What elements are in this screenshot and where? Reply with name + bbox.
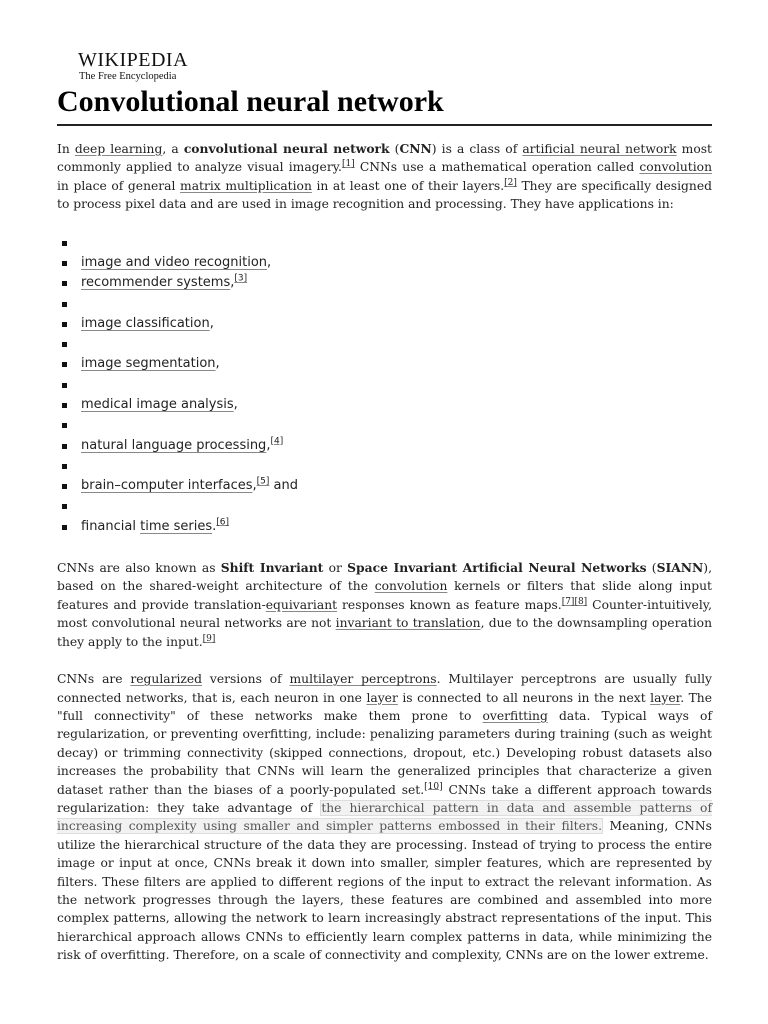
- bullet-marker: [62, 525, 67, 530]
- bullet-marker: [62, 261, 67, 266]
- link-deep-learning[interactable]: deep learning: [74, 142, 163, 156]
- siann-paragraph: CNNs are also known as Shift Invariant or Space Invariant Artificial Neural Networks (SIANN), based on the shared-weight architecture of the convolution kernels or filters that slide along input features and provide translation-equivariant responses known as feature maps.[7][8] Counter-intuitively, most convolutional neural networks are not invariant to translation, due to the downsampling operation they apply to the input.[9]: [57, 560, 712, 649]
- list-item: image classification,: [57, 314, 712, 334]
- logo-wordmark: WIKIPEDIA: [78, 49, 189, 71]
- bold-term: Shift Invariant: [220, 560, 324, 576]
- link-overfitting[interactable]: overfitting: [482, 708, 548, 723]
- list-item: [57, 415, 712, 435]
- list-item: brain–computer interfaces,[5] and: [57, 476, 712, 496]
- bold-term: Space Invariant Artificial Neural Networks: [347, 560, 647, 576]
- list-item: financial time series.[6]: [57, 517, 712, 537]
- citation-2[interactable]: [2]: [504, 177, 517, 188]
- link-brain-computer-interfaces[interactable]: brain–computer interfaces: [81, 478, 253, 494]
- citation-7[interactable]: [7]: [561, 596, 575, 607]
- citation-10[interactable]: [10]: [424, 781, 443, 792]
- bullet-marker: [62, 484, 67, 489]
- link-image-classification[interactable]: image classification: [81, 315, 210, 331]
- wikipedia-logo[interactable]: [78, 49, 188, 83]
- link-matrix-multiplication[interactable]: matrix multiplication: [180, 178, 312, 193]
- link-recommender-systems[interactable]: recommender systems: [81, 275, 231, 291]
- list-item: [57, 496, 712, 516]
- link-time-series[interactable]: time series: [140, 518, 213, 534]
- highlighted-quote: the hierarchical pattern in data and assemble patterns of increasing complexity using smaller and simpler patterns embossed in their filters.: [57, 800, 712, 834]
- list-item: image and video recognition,: [57, 253, 712, 273]
- link-invariant-to-translation[interactable]: invariant to translation: [335, 616, 481, 631]
- logo-tagline: The Free Encyclopedia: [79, 71, 177, 82]
- list-item: image segmentation,: [57, 354, 712, 374]
- citation-1[interactable]: [1]: [341, 159, 355, 170]
- citation-5[interactable]: [5]: [256, 476, 270, 487]
- list-item: recommender systems,[3]: [57, 273, 712, 293]
- list-item: [57, 456, 712, 476]
- page-title: Convolutional neural network: [57, 85, 444, 118]
- list-item: [57, 294, 712, 314]
- bullet-marker: [62, 362, 67, 367]
- bold-term: SIANN: [656, 560, 704, 576]
- link-image-segmentation[interactable]: image segmentation: [81, 356, 216, 372]
- citation-3[interactable]: [3]: [234, 273, 248, 284]
- list-item: natural language processing,[4]: [57, 436, 712, 456]
- bullet-marker: [62, 504, 67, 509]
- applications-list: [57, 233, 712, 537]
- link-regularized[interactable]: regularized: [130, 672, 203, 687]
- link-layer[interactable]: layer: [366, 690, 398, 705]
- bullet-marker: [62, 444, 67, 449]
- link-multilayer-perceptrons[interactable]: multilayer perceptrons: [289, 672, 437, 687]
- link-artificial-neural-network[interactable]: artificial neural network: [522, 142, 677, 156]
- citation-6[interactable]: [6]: [216, 517, 230, 528]
- bullet-marker: [62, 423, 67, 428]
- link-convolution[interactable]: convolution: [374, 579, 448, 594]
- link-convolution[interactable]: convolution: [639, 160, 713, 175]
- bullet-marker: [62, 383, 67, 388]
- bullet-marker: [62, 241, 67, 246]
- list-item: [57, 334, 712, 354]
- citation-8[interactable]: [8]: [574, 596, 588, 607]
- list-item: [57, 233, 712, 253]
- list-item: medical image analysis,: [57, 395, 712, 415]
- link-medical-image-analysis[interactable]: medical image analysis: [81, 397, 234, 412]
- regularization-paragraph: CNNs are regularized versions of multilayer perceptrons. Multilayer perceptrons are usually fully connected networks, that is, each neuron in one layer is connected to all neurons in the next layer. The "full connectivity" of these networks make them prone to overfitting data. Typical ways of regularization, or preventing overfitting, include: penalizing parameters during training (such as weight decay) or trimming connectivity (skipped connections, dropout, etc.) Developing robust datasets also increases the probability that CNNs will learn the generalized principles that characterize a given dataset rather than the biases of a poorly-populated set.[10] CNNs take a different approach towards regularization: they take advantage of the hierarchical pattern in data and assemble patterns of increasing complexity using smaller and simpler patterns embossed in their filters. Meaning, CNNs utilize the hierarchical structure of the data they are processing. Instead of trying to process the entire image or input at once, CNNs break it down into smaller, simpler features, which are represented by filters. These filters are applied to different regions of the input to extract the relevant information. As the network progresses through the layers, these features are combined and assembled into more complex patterns, allowing the network to learn increasingly abstract representations of the input. This hierarchical approach allows CNNs to efficiently learn complex patterns in data, while minimizing the risk of overfitting. Therefore, on a scale of connectivity and complexity, CNNs are on the lower extreme.: [57, 672, 712, 963]
- link-layer[interactable]: layer: [650, 690, 681, 705]
- intro-paragraph: In deep learning, a convolutional neural network (CNN) is a class of artificial neural network most commonly applied to analyze visual imagery.[1] CNNs use a mathematical operation called convolution in place of general matrix multiplication in at least one of their layers.[2] They are specifically designed to process pixel data and are used in image recognition and processing. They have applications in:: [57, 141, 713, 212]
- link-image-video-recognition[interactable]: image and video recognition: [81, 254, 268, 270]
- bullet-marker: [62, 302, 67, 307]
- citation-4[interactable]: [4]: [270, 436, 284, 447]
- link-equivariant[interactable]: equivariant: [265, 597, 338, 612]
- bold-term: convolutional neural network: [183, 141, 390, 156]
- link-natural-language-processing[interactable]: natural language processing: [81, 437, 267, 453]
- list-item: [57, 375, 712, 395]
- bullet-marker: [62, 342, 67, 347]
- bullet-marker: [62, 464, 67, 469]
- bullet-marker: [62, 322, 67, 327]
- citation-9[interactable]: [9]: [202, 633, 216, 644]
- bullet-marker: [62, 281, 67, 286]
- bullet-marker: [62, 403, 67, 408]
- title-divider: [57, 124, 712, 126]
- article-body: [57, 140, 712, 984]
- bold-term: CNN: [399, 141, 432, 156]
